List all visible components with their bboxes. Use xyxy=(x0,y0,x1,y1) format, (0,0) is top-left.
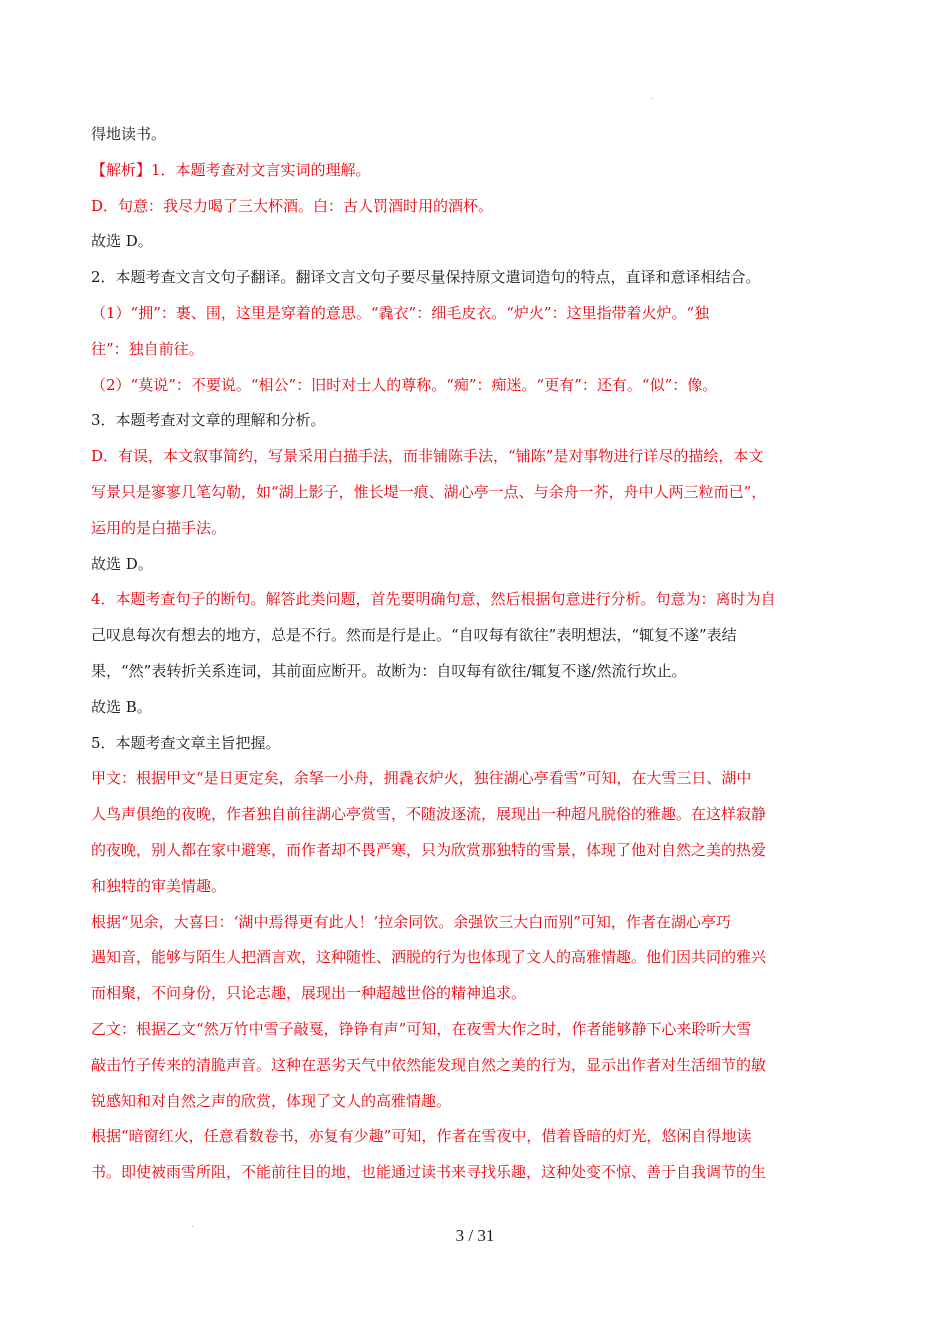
scan-speck-top xyxy=(651,98,652,99)
text-line: 敲击竹子传来的清脆声音。这种在恶劣天气中依然能发现自然之美的行为，显示出作者对生活细节的敏 xyxy=(91,1056,767,1074)
text-line: 果，“然”表转折关系连词，其前面应断开。故断为：自叹每有欲往/辄复不遂/然流行坎止。 xyxy=(91,662,687,680)
text-line: 己叹息每次有想去的地方，总是不行。然而是行是止。“自叹每有欲往”表明想法，“辄复不遂”表结 xyxy=(91,626,737,644)
text-line: 乙文：根据乙文“然万竹中雪子敲戛，铮铮有声”可知，在夜雪大作之时，作者能够静下心来聆听大雪 xyxy=(91,1020,752,1038)
text-line: 的夜晚，别人都在家中避寒，而作者却不畏严寒，只为欣赏那独特的雪景，体现了他对自然之美的热爱 xyxy=(91,841,767,859)
text-line: D．句意：我尽力喝了三大杯酒。白：古人罚酒时用的酒杯。 xyxy=(91,197,494,215)
text-line: 遇知音，能够与陌生人把酒言欢，这种随性、洒脱的行为也体现了文人的高雅情趣。他们因共同的雅兴 xyxy=(91,948,767,966)
text-line: 根据“暗窗红火，任意看数卷书，亦复有少趣”可知，作者在雪夜中，借着昏暗的灯光，悠闲自得地读 xyxy=(91,1127,752,1145)
text-line: 故选 D。 xyxy=(91,555,153,573)
page-number: 3 / 31 xyxy=(455,1226,495,1245)
text-line: 4．本题考查句子的断句。解答此类问题，首先要明确句意，然后根据句意进行分析。句意为：离时为自 xyxy=(91,590,776,608)
text-line: 故选 B。 xyxy=(91,698,152,716)
text-line: 书。即使被雨雪所阻，不能前往目的地，也能通过读书来寻找乐趣，这种处变不惊、善于自我调节的生 xyxy=(91,1163,767,1181)
text-line: 写景只是寥寥几笔勾勒，如“湖上影子，惟长堤一痕、湖心亭一点、与余舟一芥，舟中人两三粒而已”， xyxy=(91,483,767,501)
text-line: （2）“莫说”：不要说。“相公”：旧时对士人的尊称。“痴”：痴迷。“更有”：还有。“似”：像。 xyxy=(91,376,718,394)
text-line: 人鸟声俱绝的夜晚，作者独自前往湖心亭赏雪，不随波逐流，展现出一种超凡脱俗的雅趣。在这样寂静 xyxy=(91,805,767,823)
text-line: 和独特的审美情趣。 xyxy=(91,877,227,895)
text-line: 而相聚，不问身份，只论志趣，展现出一种超越世俗的精神追求。 xyxy=(91,984,527,1002)
text-line: 2．本题考查文言文句子翻译。翻译文言文句子要尽量保持原文遣词造句的特点，直译和意译相结合。 xyxy=(91,268,761,286)
text-line: D．有误，本文叙事简约，写景采用白描手法，而非铺陈手法，“铺陈”是对事物进行详尽的描绘，本文 xyxy=(91,447,764,465)
text-line: 5．本题考查文章主旨把握。 xyxy=(91,734,281,752)
text-line: （1）“拥”：裹、围，这里是穿着的意思。“毳衣”：细毛皮衣。“炉火”：这里指带着火炉。“独 xyxy=(91,304,710,322)
text-line: 得地读书。 xyxy=(91,125,167,143)
text-line: 甲文：根据甲文“是日更定矣，余拏一小舟，拥毳衣炉火，独往湖心亭看雪”可知，在大雪三日、湖中 xyxy=(91,769,752,787)
text-line: 锐感知和对自然之声的欣赏，体现了文人的高雅情趣。 xyxy=(91,1092,452,1110)
text-line: 3．本题考查对文章的理解和分析。 xyxy=(91,411,326,429)
text-line: 【解析】1．本题考查对文言实词的理解。 xyxy=(91,161,371,179)
text-line: 运用的是白描手法。 xyxy=(91,519,227,537)
text-line: 故选 D。 xyxy=(91,232,153,250)
text-line: 根据“见余，大喜曰：‘湖中焉得更有此人！’拉余同饮。余强饮三大白而别”可知，作者在湖心亭巧 xyxy=(91,913,731,931)
text-line: 往”：独自前往。 xyxy=(91,340,204,358)
